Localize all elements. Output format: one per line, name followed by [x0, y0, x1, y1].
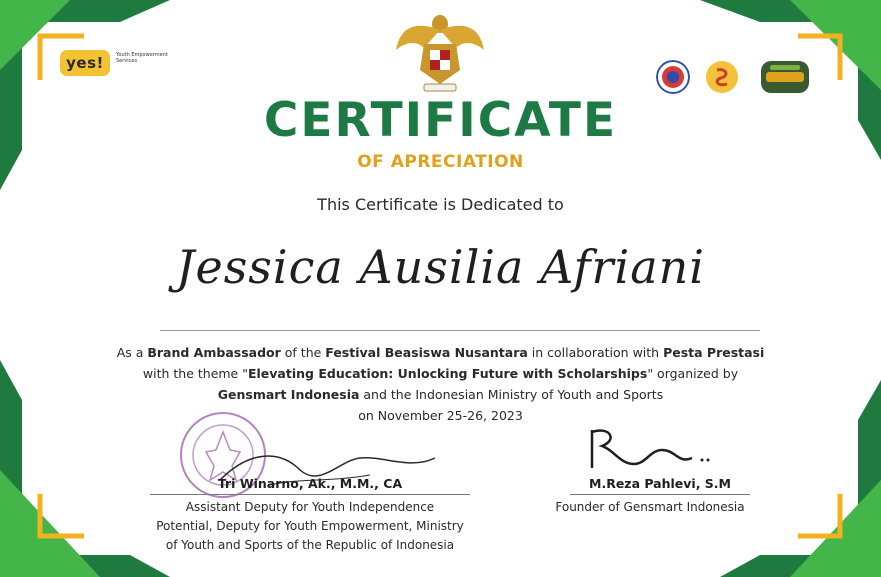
- signer-role: Founder of Gensmart Indonesia: [555, 500, 745, 514]
- festival-logo-icon: [760, 60, 810, 94]
- certificate-body: As a Brand Ambassador of the Festival Beasiswa Nusantara in collaboration with Pesta Prestasi with the theme "Elevating Education: Unlocking Future with Scholarships" organized by Gensmart Indonesia and the Indonesian Ministry of Youth and Sports on November 25-26, 2023: [116, 345, 765, 423]
- signer-name: Tri Winarno, Ak., M.M., CA: [217, 476, 403, 491]
- yes-logo-subtitle: Youth Empowerment Services: [116, 52, 168, 64]
- recipient-underline: [160, 330, 760, 331]
- dedicated-line: This Certificate is Dedicated to: [317, 195, 564, 214]
- yes-logo: [60, 50, 110, 76]
- signature-reza-pahlevi: [580, 420, 720, 480]
- signer-name: M.Reza Pahlevi, S.M: [589, 476, 731, 491]
- ministry-logo-icon: [656, 60, 690, 94]
- signer-role: Assistant Deputy for Youth Independence Potential, Deputy for Youth Empowerment, Ministry of Youth and Sports of the Republic of Indonesia: [156, 500, 464, 552]
- recipient-name: Jessica Ausilia Afriani: [176, 240, 705, 294]
- signer-underline: [570, 494, 750, 495]
- certificate-title: CERTIFICATE: [263, 93, 618, 148]
- yes-logo-text: yes!: [66, 54, 104, 72]
- garuda-emblem-icon: [394, 10, 486, 96]
- certificate-subtitle: OF APRECIATION: [357, 152, 524, 172]
- signer-underline: [150, 494, 470, 495]
- gensmart-logo-icon: [705, 60, 739, 94]
